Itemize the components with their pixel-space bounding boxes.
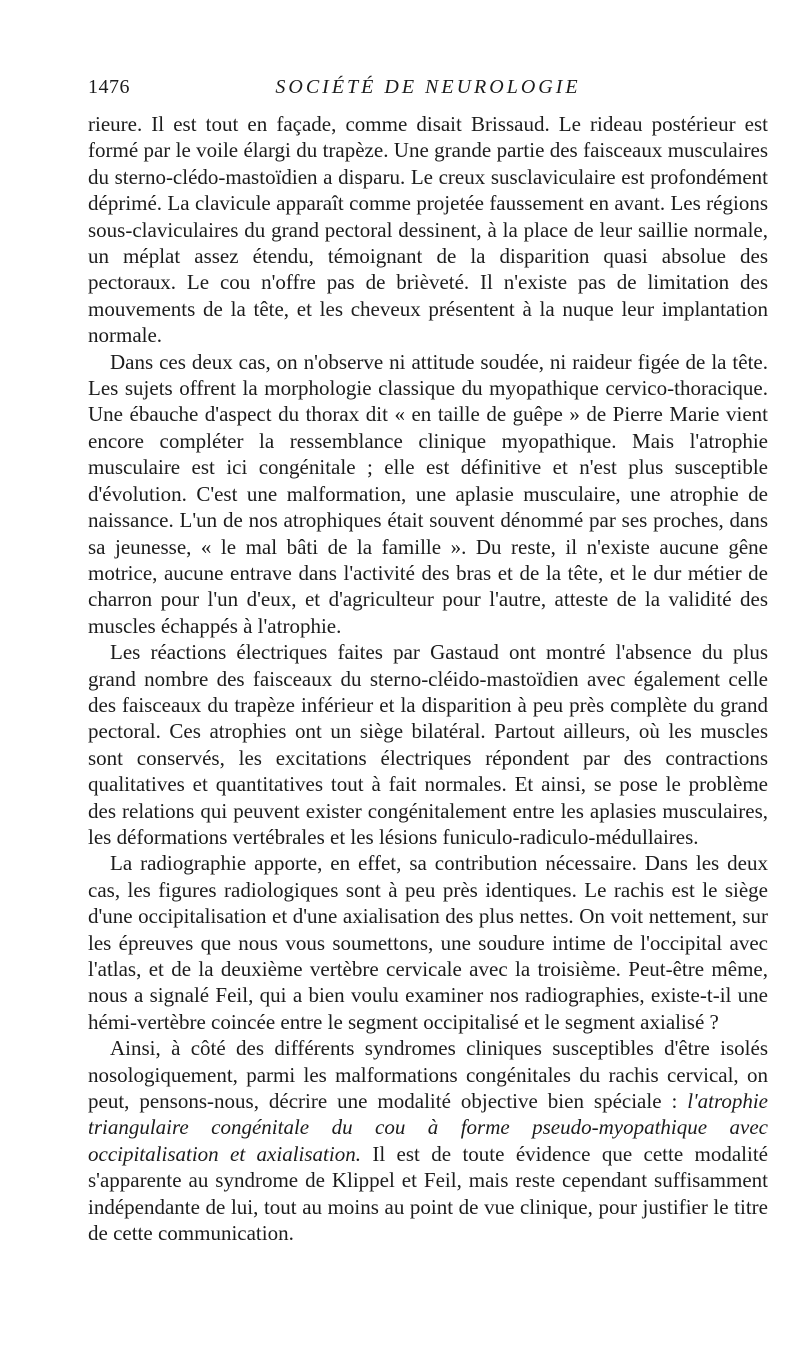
paragraph-5-text-start: Ainsi, à côté des différents syndromes cliniques susceptibles d'être isolés nosologiquement, parmi les malformations congénitales du rachis cervical, on peut, pensons-nous, décrire une modalité objective bien spéciale : xyxy=(88,1036,768,1114)
paragraph-3: Les réactions électriques faites par Gastaud ont montré l'absence du plus grand nombre des faisceaux du sterno-cléido-mastoïdien avec également celle des faisceaux du trapèze inférieur et la disparition à peu près complète du grand pectoral. Ces atrophies ont un siège bilatéral. Partout ailleurs, où les muscles sont conservés, les excitations électriques répondent par des contractions qualitatives et quantitatives tout à fait normales. Et ainsi, se pose le problème des relations qui peuvent exister congénitalement entre les aplasies musculaires, les déformations vertébrales et les lésions funiculo-radiculo-médullaires. xyxy=(88,640,768,849)
page-body xyxy=(88,111,768,1246)
paragraph-1: rieure. Il est tout en façade, comme disait Brissaud. Le rideau postérieur est formé par le voile élargi du trapèze. Une grande partie des faisceaux musculaires du sterno-clédo-mastoïdien a disparu. Le creux susclaviculaire est profondément déprimé. La clavicule apparaît comme projetée faussement en avant. Les régions sous-claviculaires du grand pectoral dessinent, à la place de leur saillie normale, un méplat assez étendu, témoignant de la disparition quasi absolue des pectoraux. Le cou n'offre pas de brièveté. Il n'existe pas de limitation des mouvements de la tête, et les cheveux présentent à la nuque leur implantation normale. xyxy=(88,112,768,348)
paragraph-5-text-end: Il est de toute évidence que cette modalité s'apparente au syndrome de Klippel et Feil, mais reste cependant suffisamment indépendante de lui, tout au moins au point de vue clinique, pour justifier le titre de cette communication. xyxy=(88,1141,768,1246)
page-header xyxy=(88,76,768,104)
paragraph-2: Dans ces deux cas, on n'observe ni attitude soudée, ni raideur figée de la tête. Les sujets offrent la morphologie classique du myopathique cervico-thoracique. Une ébauche d'aspect du thorax dit « en taille de guêpe » de Pierre Marie vient encore compléter la ressemblance clinique myopathique. Mais l'atrophie musculaire est ici congénitale ; elle est définitive et n'est plus susceptible d'évolution. C'est une malformation, une aplasie musculaire, une atrophie de naissance. L'un de nos atrophiques était souvent dénommé par ses proches, dans sa jeunesse, « le mal bâti de la famille ». Du reste, il n'existe aucune gêne motrice, aucune entrave dans l'activité des bras et de la tête, et le dur métier de charron pour l'un d'eux, et d'agriculteur pour l'autre, atteste de la validité des muscles échappés à l'atrophie. xyxy=(88,349,768,638)
page-number: 1476 xyxy=(88,76,130,98)
running-title: SOCIÉTÉ DE NEUROLOGIE xyxy=(275,76,581,98)
paragraph-4: La radiographie apporte, en effet, sa contribution nécessaire. Dans les deux cas, les figures radiologiques sont à peu près identiques. Le rachis est le siège d'une occipitalisation et d'une axialisation des plus nettes. On voit nettement, sur les épreuves que nous vous soumettons, une soudure intime de l'occipital avec l'atlas, et de la deuxième vertèbre cervicale avec la troisième. Peut-être même, nous a signalé Feil, qui a bien voulu examiner nos radiographies, existe-t-il une hémi-vertèbre coincée entre le segment occipitalisé et le segment axialisé ? xyxy=(88,851,768,1034)
paragraph-5-italic-title: l'atrophie triangulaire congénitale du cou à forme pseudo-myopathique avec occipitalisation et axialisation. xyxy=(88,1089,768,1166)
paragraph-5 xyxy=(88,1035,768,1246)
